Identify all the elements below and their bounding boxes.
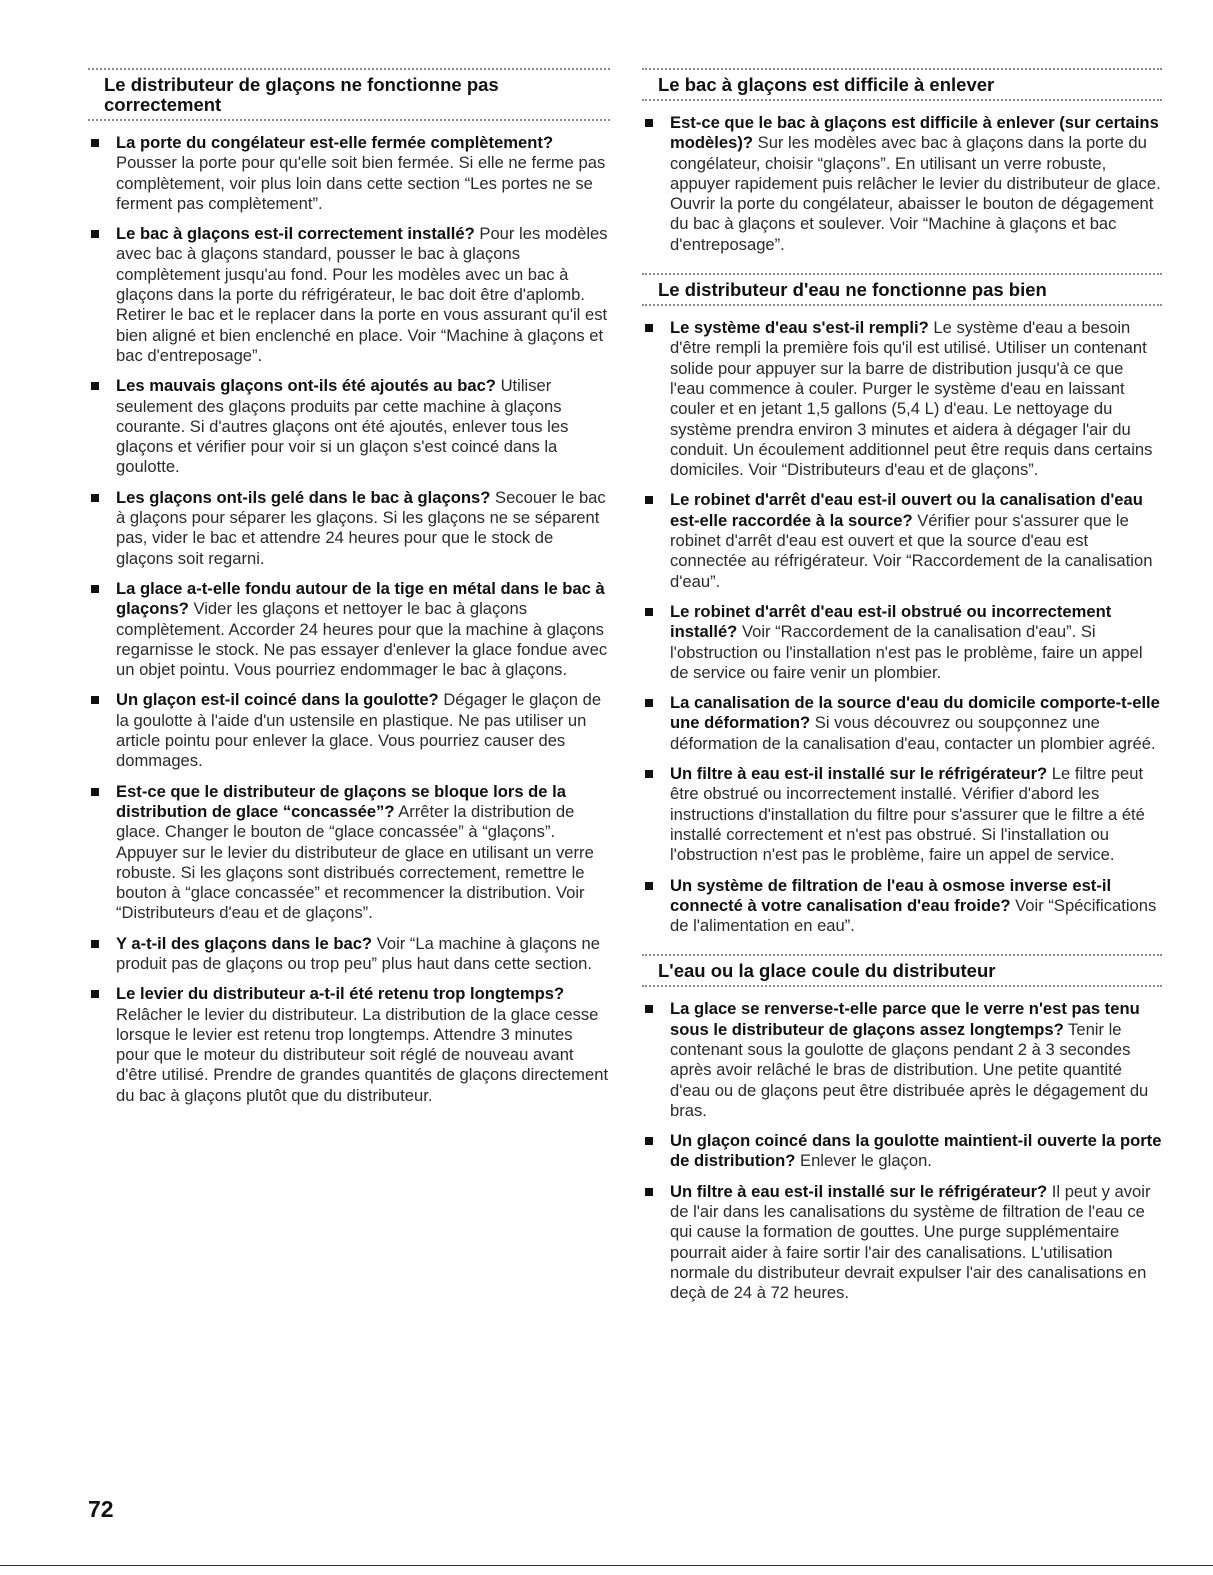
list-item [88, 488, 610, 569]
answer-text: Voir “Raccordement de la canalisation d'eau”. Si l'obstruction ou l'installation n'est pas le problème, faire un appel de service ou faire venir un plombier. [670, 622, 1143, 682]
question-text: Le système d'eau s'est-il rempli? [670, 318, 929, 338]
list-item [88, 376, 610, 477]
square-bullet-icon [645, 1005, 653, 1013]
question-text: Le levier du distributeur a-t-il été retenu trop longtemps? [116, 984, 565, 1004]
square-bullet-icon [91, 940, 99, 948]
list-item [88, 782, 610, 924]
question-text: Les glaçons ont-ils gelé dans le bac à glaçons? [116, 487, 491, 507]
list-item [642, 999, 1162, 1121]
answer-text: Vérifier pour s'assurer que le robinet d'arrêt d'eau est ouvert et que la source d'eau est connectée au réfrigérateur. Voir “Raccordement de la canalisation d'eau”. [670, 510, 1153, 591]
answer-text: Secouer le bac à glaçons pour séparer les glaçons. Si les glaçons ne se séparent pas, vider le bac et attendre 24 heures pour que le stock de glaçons soit regarni. [116, 487, 606, 568]
list-item [88, 133, 610, 214]
troubleshooting-section [642, 954, 1162, 1303]
dotted-rule [88, 119, 610, 121]
list-item [642, 490, 1162, 591]
square-bullet-icon [91, 139, 99, 147]
answer-text: Enlever le glaçon. [800, 1151, 932, 1171]
list-item [88, 934, 610, 975]
answer-text: Il peut y avoir de l'air dans les canalisations du système de filtration de l'eau ce qui cause la formation de gouttes. Une purge supplémentaire pourrait aider à faire sortir l'air des canalisations. L'utilisation normale du distributeur devrait expulser l'air des canalisations en deçà de 24 à 72 heures. [670, 1181, 1151, 1303]
question-text: Le bac à glaçons est-il correctement installé? [116, 224, 475, 244]
square-bullet-icon [645, 608, 653, 616]
question-text: La glace a-t-elle fondu autour de la tige en métal dans le bac à glaçons? [116, 578, 605, 619]
right-column [642, 68, 1162, 1322]
list-item [88, 984, 610, 1106]
square-bullet-icon [91, 494, 99, 502]
question-text: Est-ce que le bac à glaçons est difficile à enlever (sur certains modèles)? [670, 113, 1159, 153]
answer-text: Dégager le glaçon de la goulotte à l'aide d'un ustensile en plastique. Ne pas utiliser un article pointu pour enlever la glace. Vous pourriez causer des dommages. [116, 690, 602, 771]
square-bullet-icon [91, 990, 99, 998]
question-text: Un système de filtration de l'eau à osmose inverse est-il connecté à votre canalisation d'eau froide? [670, 875, 1112, 915]
question-text: La porte du congélateur est-elle fermée complètement? [116, 133, 554, 152]
question-text: La glace se renverse-t-elle parce que le verre n'est pas tenu sous le distributeur de glaçons assez longtemps? [670, 999, 1140, 1039]
question-text: Y a-t-il des glaçons dans le bac? [116, 933, 373, 953]
list-item [642, 602, 1162, 683]
question-text: Le robinet d'arrêt d'eau est-il obstrué ou incorrectement installé? [670, 601, 1112, 642]
square-bullet-icon [91, 382, 99, 390]
answer-text: Le système d'eau a besoin d'être rempli la première fois qu'il est utilisé. Utiliser un contenant solide pour appuyer sur la barre de distribution jusqu'à ce que l'eau commence à couler. Purger le système d'eau en laissant couler et en jetant 1,5 gallons (5,4 L) d'eau. Le nettoyage du système prendra environ 3 minutes et aidera à dégager l'air du conduit. Un écoulement additionnel peut être requis dans certains domiciles. Voir “Distributeurs d'eau et de glaçons”. [670, 318, 1153, 480]
square-bullet-icon [645, 770, 653, 778]
dotted-rule [642, 99, 1162, 101]
question-text: La canalisation de la source d'eau du domicile comporte-t-elle une déformation? [670, 693, 1160, 733]
answer-text: Arrêter la distribution de glace. Changer le bouton de “glace concassée” à “glaçons”. Appuyer sur le levier du distributeur de glace en utilisant un verre robuste. Si les glaçons sont distribués correctement, remettre le bouton à “glace concassée” et recommencer la distribution. Voir “Distributeurs d'eau et de glaçons”. [116, 801, 594, 923]
left-column [88, 68, 610, 1124]
page-number: 72 [88, 1496, 114, 1522]
square-bullet-icon [645, 496, 653, 504]
square-bullet-icon [91, 585, 99, 593]
list-item [642, 1131, 1162, 1172]
list-item [642, 1182, 1162, 1304]
troubleshooting-section [88, 68, 610, 1106]
section-title: Le distributeur d'eau ne fonctionne pas bien [658, 279, 1047, 301]
bottom-rule [0, 1565, 1213, 1566]
question-text: Un filtre à eau est-il installé sur le réfrigérateur? [670, 1181, 1048, 1201]
question-text: Le robinet d'arrêt d'eau est-il ouvert ou la canalisation d'eau est-elle raccordée à la source? [670, 490, 1143, 530]
list-item [642, 876, 1162, 937]
section-title: Le bac à glaçons est difficile à enlever [658, 74, 995, 95]
square-bullet-icon [645, 1137, 653, 1145]
section-title: Le distributeur de glaçons ne fonctionne pas correctement [104, 74, 499, 115]
answer-text: Tenir le contenant sous la goulotte de glaçons pendant 2 à 3 secondes après avoir relâché le bras de distribution. Une petite quantité d'eau ou de glaçons peut être distribuée après le dégagement du bras. [670, 1019, 1149, 1120]
question-list [642, 999, 1162, 1303]
question-text: Un filtre à eau est-il installé sur le réfrigérateur? [670, 764, 1048, 784]
square-bullet-icon [645, 882, 653, 890]
answer-text: Sur les modèles avec bac à glaçons dans la porte du congélateur, choisir “glaçons”. En utilisant un verre robuste, appuyer rapidement puis relâcher le levier du distributeur de glace. Ouvrir la porte du congélateur, abaisser le bouton de dégagement du bac à glaçons et soulever. Voir “Machine à glaçons et bac d'entreposage”. [670, 133, 1161, 254]
question-text: Les mauvais glaçons ont-ils été ajoutés au bac? [116, 376, 496, 396]
question-text: Un glaçon coincé dans la goulotte maintient-il ouverte la porte de distribution? [670, 1131, 1162, 1171]
troubleshooting-section [642, 273, 1162, 936]
list-item [88, 224, 610, 366]
answer-text: Vider les glaçons et nettoyer le bac à glaçons complètement. Accorder 24 heures pour que la machine à glaçons regarnisse le stock. Ne pas essayer d'enlever la glace fondue avec un objet pointu. Vous pourriez endommager le bac à glaçons. [116, 599, 608, 680]
list-item [642, 318, 1162, 480]
answer-text: Relâcher le levier du distributeur. La distribution de la glace cesse lorsque le levier est retenu trop longtemps. Attendre 3 minutes pour que le moteur du distributeur soit réglé de nouveau avant d'être utilisé. Prendre de grandes quantités de glaçons directement du bac à glaçons plutôt que du distributeur. [116, 1004, 609, 1105]
question-list [642, 318, 1162, 936]
answer-text: Voir “Spécifications de l'alimentation en eau”. [670, 895, 1157, 936]
question-list [88, 133, 610, 1106]
answer-text: Si vous découvrez ou soupçonnez une déformation de la canalisation d'eau, contacter un plombier agréé. [670, 713, 1156, 753]
list-item [642, 693, 1162, 754]
answer-text: Le filtre peut être obstrué ou incorrectement installé. Vérifier d'abord les instructions d'installation du filtre pour s'assurer que le filtre a été installé correctement et n'est pas obstrué. Si l'installation ou l'obstruction n'est pas le problème, faire un appel de service. [670, 764, 1145, 865]
answer-text: Utiliser seulement des glaçons produits par cette machine à glaçons courante. Si d'autres glaçons ont été ajoutés, enlever tous les glaçons et vérifier pour voir si un glaçon s'est coincé dans la goulotte. [116, 376, 569, 477]
square-bullet-icon [645, 699, 653, 707]
question-list [642, 113, 1162, 255]
question-text: Un glaçon est-il coincé dans la goulotte? [116, 690, 439, 710]
list-item [88, 579, 610, 680]
dotted-rule [642, 985, 1162, 987]
square-bullet-icon [645, 119, 653, 127]
dotted-rule [642, 304, 1162, 306]
answer-text: Voir “La machine à glaçons ne produit pas de glaçons ou trop peu” plus haut dans cette section. [116, 933, 600, 973]
square-bullet-icon [645, 324, 653, 332]
list-item [88, 690, 610, 771]
square-bullet-icon [645, 1188, 653, 1196]
square-bullet-icon [91, 696, 99, 704]
question-text: Est-ce que le distributeur de glaçons se bloque lors de la distribution de glace “concassée”? [116, 781, 566, 821]
section-title: L'eau ou la glace coule du distributeur [658, 960, 996, 982]
square-bullet-icon [91, 788, 99, 796]
list-item [642, 764, 1162, 865]
square-bullet-icon [91, 230, 99, 238]
answer-text: Pousser la porte pour qu'elle soit bien fermée. Si elle ne ferme pas complètement, voir plus loin dans cette section “Les portes ne se ferment pas complètement”. [116, 153, 606, 213]
troubleshooting-section [642, 68, 1162, 255]
answer-text: Pour les modèles avec bac à glaçons standard, pousser le bac à glaçons complètement jusqu'au fond. Pour les modèles avec un bac à glaçons dans la porte du réfrigérateur, le bac doit être d'aplomb. Retirer le bac et le replacer dans la porte en vous assurant qu'il est bien aligné et bien enclenché en place. Voir “Machine à glaçons et bac d'entreposage”. [116, 224, 608, 365]
list-item [642, 113, 1162, 255]
